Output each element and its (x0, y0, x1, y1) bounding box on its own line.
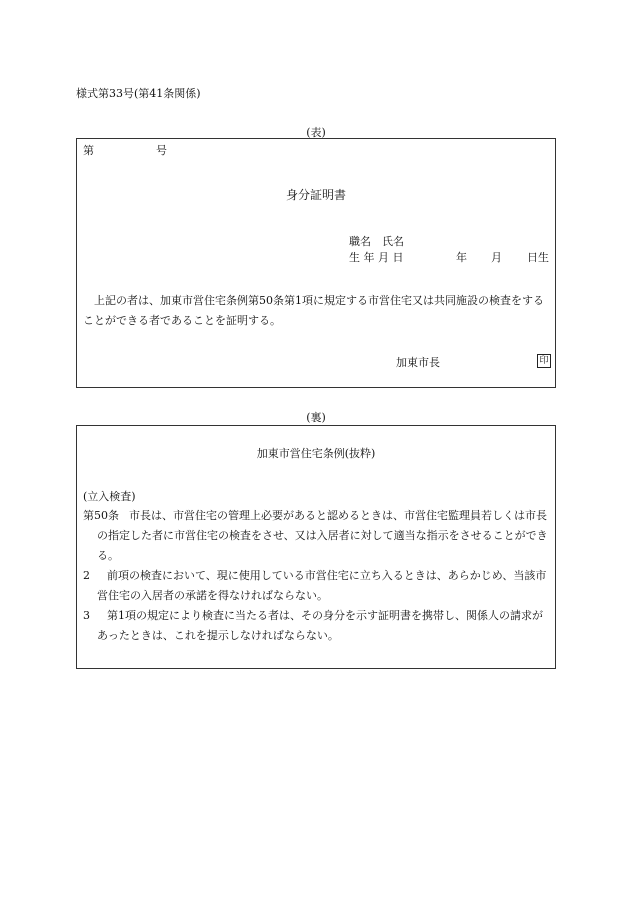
certification-statement: 上記の者は、加東市営住宅条例第50条第1項に規定する市営住宅又は共同施設の検査をすることができる者であることを証明する。 (83, 294, 544, 327)
para3-number: 3 (83, 609, 90, 622)
front-caption: (表) (306, 126, 326, 139)
article-number: 第50条 (83, 509, 119, 522)
ordinance-title: 加東市営住宅条例(抜粋) (256, 447, 376, 460)
para2-text: 前項の検査において、現に使用している市営住宅に立ち入るときは、あらかじめ、当該市営住宅の入居者の承諾を得なければならない。 (97, 569, 547, 602)
birth-month-label: 月 (491, 251, 502, 264)
article-text: 市長は、市営住宅の管理上必要があると認めるときは、市営住宅監理員若しくは市長の指定した者に市営住宅の検査をさせ、又は入居者に対して適当な指示をさせることができる。 (97, 509, 548, 562)
back-card (76, 425, 556, 669)
issuer-name: 加東市長 (396, 356, 440, 369)
para2-number: 2 (83, 569, 90, 582)
section-heading: (立入検査) (83, 490, 136, 503)
birth-date-label: 生 年 月 日 (349, 251, 404, 264)
back-caption: (裏) (306, 411, 326, 424)
number-prefix: 第 (83, 144, 94, 157)
certificate-title: 身分証明書 (285, 188, 346, 202)
number-suffix: 号 (156, 144, 167, 157)
position-name-label: 職名 氏名 (349, 235, 404, 248)
para3-text: 第1項の規定により検査に当たる者は、その身分を示す証明書を携帯し、関係人の請求があったときは、これを提示しなければならない。 (97, 609, 543, 642)
article-text-block (83, 506, 551, 566)
birth-day-label: 日生 (527, 251, 549, 264)
birth-year-label: 年 (456, 251, 467, 264)
form-label: 様式第33号(第41条関係) (76, 87, 201, 100)
seal-mark: 印 (537, 354, 551, 368)
front-card (76, 138, 556, 388)
